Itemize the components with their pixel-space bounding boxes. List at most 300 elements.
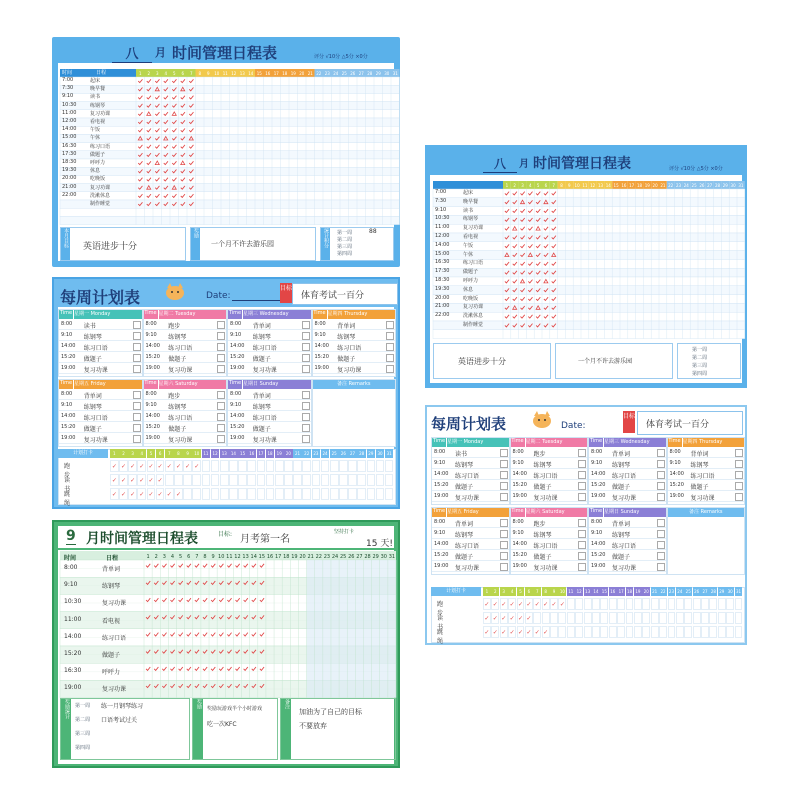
day-number-label: 5	[172, 71, 176, 76]
habit-day-number: 5	[517, 587, 525, 596]
slot-checkbox	[500, 541, 508, 549]
slot-divider	[228, 443, 311, 444]
habit-cell	[634, 598, 642, 610]
slot-divider	[228, 351, 311, 352]
slot-time: 9:10	[434, 460, 446, 466]
habit-cell	[376, 488, 385, 500]
slot-checkbox	[578, 471, 586, 479]
row-item: 午休	[463, 251, 474, 258]
day-number-label: 19	[290, 71, 296, 76]
day-number-label: 10	[214, 71, 220, 76]
habit-day-number: 10	[194, 451, 200, 456]
habit-cell	[202, 474, 211, 486]
slot-checkbox	[302, 332, 310, 340]
stats-box	[60, 698, 190, 760]
slot-time: 15:20	[61, 424, 76, 430]
slot-time: 8:00	[145, 391, 157, 397]
day-number-label: 22	[668, 183, 674, 188]
slot-task: 复习功课	[337, 367, 362, 374]
day-number-label: 26	[699, 183, 705, 188]
day-number-label: 16	[266, 554, 274, 560]
slot-time: 19:00	[591, 493, 606, 499]
habit-cell	[584, 598, 592, 610]
row-item: 看电视	[90, 119, 106, 125]
habit-cell	[229, 460, 238, 472]
habit-name: 读书	[437, 615, 444, 631]
habit-day-number: 15	[601, 589, 607, 594]
row-item: 做题子	[90, 151, 106, 158]
habit-cell	[567, 626, 575, 638]
habit-cell: ✓	[491, 612, 499, 624]
slot-divider	[144, 399, 227, 400]
stats-box	[677, 343, 741, 379]
slot-divider	[668, 479, 745, 480]
slot-divider	[432, 479, 509, 480]
week-1-label: 第一周	[692, 347, 708, 353]
slot-checkbox	[657, 541, 665, 549]
habit-day-number: 28	[710, 589, 716, 594]
day-number-label: 1	[138, 71, 142, 76]
habit-day-number: 1	[483, 587, 491, 596]
day-number-label: 24	[333, 71, 339, 76]
slot-task: 背单词	[690, 451, 709, 458]
day-header: 星期四 Thursday	[328, 310, 396, 319]
habit-cell: ✓	[147, 474, 156, 486]
habit-name: 跳绳	[64, 491, 71, 507]
habit-cell	[247, 460, 256, 472]
row-item: 看电视	[102, 617, 121, 625]
slot-task: 复习功课	[83, 437, 108, 444]
slot-checkbox	[578, 482, 586, 490]
habit-cell	[321, 460, 330, 472]
habit-cell	[626, 598, 634, 610]
slot-divider	[589, 538, 666, 539]
habit-cell	[684, 612, 692, 624]
row-time: 21:00	[435, 303, 450, 310]
habit-cell	[293, 488, 302, 500]
weekly-plan-card	[52, 277, 400, 509]
row-time: 12:00	[62, 118, 77, 124]
week-2-label: 第二周	[337, 237, 353, 243]
day-header: 星期四 Thursday	[683, 438, 745, 447]
slot-time: 8:00	[230, 321, 242, 327]
slot-checkbox	[578, 493, 586, 501]
habit-cell: ✓	[525, 626, 533, 638]
day-number-label: 9	[211, 554, 215, 560]
habit-day-number: 5	[147, 449, 156, 458]
habit-cell	[238, 488, 247, 500]
day-number-label: 30	[380, 554, 387, 560]
page-title: 月时间管理日程表	[86, 531, 198, 547]
reward-label: 奖励	[193, 699, 203, 759]
habit-cell	[726, 598, 734, 610]
habit-cell: ✓	[128, 460, 137, 472]
slot-checkbox	[657, 563, 665, 571]
week-1-score: 88	[369, 228, 377, 235]
slot-divider	[144, 443, 227, 444]
slot-checkbox	[500, 563, 508, 571]
habit-cell	[600, 598, 608, 610]
habit-cell	[312, 488, 321, 500]
slot-task: 练钢琴	[252, 404, 271, 411]
habit-day-number: 4	[508, 587, 516, 596]
day-header: 星期六 Saturday	[526, 508, 588, 517]
slot-checkbox	[578, 541, 586, 549]
slot-task: 背单词	[337, 323, 356, 330]
habit-cell: ✓	[508, 626, 516, 638]
row-time: 15:20	[64, 650, 82, 657]
slot-divider	[59, 362, 142, 363]
day-number-label: 25	[339, 554, 347, 560]
slot-checkbox	[657, 471, 665, 479]
habit-cell	[257, 460, 266, 472]
remarks-text-1: 加油为了自己的目标	[299, 708, 362, 716]
remarks-box	[280, 698, 396, 760]
slot-task: 做题子	[337, 356, 356, 363]
habit-day-number: 24	[677, 589, 683, 594]
day-number-label: 27	[356, 554, 363, 560]
habit-cell: ✓	[156, 488, 165, 500]
day-number-label: 17	[629, 183, 635, 188]
habit-cell	[312, 474, 321, 486]
slot-time: 9:10	[145, 332, 157, 338]
row-time: 14:00	[64, 632, 82, 640]
slot-task: 读书	[454, 451, 467, 458]
habit-cell	[357, 474, 366, 486]
row-item: 午休	[90, 135, 101, 142]
slot-divider	[313, 362, 396, 363]
slot-time: 19:00	[512, 563, 527, 569]
day-number-label: 29	[722, 183, 728, 188]
day-number-label: 18	[282, 71, 288, 76]
habit-cell: ✓	[533, 626, 541, 638]
reward-text-1: 奖励玩游戏半个小时游戏	[207, 706, 263, 712]
slot-task: 练习口语	[611, 543, 636, 550]
habit-cell	[659, 598, 667, 610]
slot-divider	[432, 560, 509, 561]
slot-checkbox	[302, 424, 310, 432]
slot-checkbox	[133, 365, 141, 373]
day-header: 星期五 Friday	[74, 380, 142, 389]
slot-divider	[59, 351, 142, 352]
day-number-label: 12	[234, 554, 241, 560]
habit-cell	[211, 474, 220, 486]
slot-task: 做题子	[454, 484, 473, 491]
day-number-label: 31	[388, 554, 396, 560]
day-number-label: 14	[605, 183, 611, 188]
month-suffix: 月	[519, 159, 529, 170]
day-number-label: 21	[307, 554, 314, 560]
day-number-label: 17	[274, 554, 282, 560]
habit-cell	[339, 474, 348, 486]
habit-day-number: 6	[156, 449, 165, 458]
day-panel	[510, 507, 589, 575]
habit-cell	[302, 460, 311, 472]
habit-cell	[247, 474, 256, 486]
habit-cell	[376, 474, 385, 486]
time-header: Time	[668, 438, 682, 447]
row-item: 复习功课	[102, 686, 127, 694]
slot-task: 复习功课	[168, 437, 193, 444]
habit-cell: ✓	[525, 612, 533, 624]
slot-divider	[432, 571, 509, 572]
habit-cell	[592, 598, 600, 610]
slot-task: 做题子	[533, 554, 552, 561]
slot-divider	[511, 468, 588, 469]
slot-time: 9:10	[512, 530, 524, 536]
col-time-header: 时间	[62, 70, 73, 76]
habit-cell	[609, 598, 617, 610]
day-panel	[312, 309, 397, 377]
row-item: 呼呼力	[463, 278, 479, 284]
day-number-label: 24	[683, 183, 689, 188]
habit-cell: ✓	[491, 598, 499, 610]
habit-cell	[330, 460, 339, 472]
habit-cell	[302, 488, 311, 500]
day-number-label: 27	[707, 183, 713, 188]
slot-time: 9:10	[434, 530, 446, 536]
row-item: 复习功课	[102, 600, 127, 608]
habit-cell: ✓	[483, 626, 491, 638]
slot-divider	[144, 373, 227, 374]
habit-cell	[220, 488, 229, 500]
day-panel	[431, 507, 510, 575]
row-time: 16:30	[62, 142, 77, 149]
habit-cell	[676, 612, 684, 624]
slot-divider	[668, 457, 745, 458]
slot-checkbox	[657, 460, 665, 468]
slot-checkbox	[657, 552, 665, 560]
slot-checkbox	[302, 321, 310, 329]
habit-cell	[735, 626, 743, 638]
slot-divider	[511, 549, 588, 550]
slot-divider	[144, 421, 227, 422]
habit-day-number: 22	[304, 451, 310, 456]
habit-cell: ✓	[156, 460, 165, 472]
habit-cell: ✓	[517, 598, 525, 610]
habit-cell	[693, 626, 701, 638]
slot-task: 练习口语	[690, 473, 715, 480]
habit-cell	[584, 626, 592, 638]
day-number-label: 22	[316, 71, 322, 76]
row-time: 11:00	[435, 224, 450, 231]
slot-divider	[228, 399, 311, 400]
slot-checkbox	[386, 343, 394, 351]
day-number-label: 13	[597, 183, 604, 188]
habit-day-number: 31	[736, 589, 742, 594]
slot-checkbox	[500, 482, 508, 490]
slot-checkbox	[578, 552, 586, 560]
habit-cell	[293, 460, 302, 472]
habit-name: 读书	[64, 477, 71, 493]
day-number-label: 15	[256, 71, 262, 76]
monthly-schedule-card-green	[52, 520, 400, 768]
day-number-label: 28	[364, 554, 371, 560]
goal-tag: 目标	[280, 283, 292, 303]
date-label: Date:	[206, 291, 231, 301]
row-time: 21:00	[62, 183, 77, 190]
slot-checkbox	[500, 460, 508, 468]
slot-divider	[432, 468, 509, 469]
day-number-label: 23	[324, 71, 330, 76]
slot-task: 复习功课	[168, 367, 193, 374]
day-panel	[227, 379, 312, 447]
row-item: 洗漱休息	[90, 192, 111, 199]
day-number-label: 4	[164, 71, 168, 76]
habit-cell	[385, 460, 394, 472]
day-number-label: 25	[341, 71, 347, 76]
slot-divider	[144, 432, 227, 433]
slot-time: 8:00	[61, 391, 73, 397]
week-3-label: 第三周	[75, 731, 91, 737]
slot-time: 9:10	[669, 460, 681, 466]
slot-time: 14:00	[512, 471, 527, 477]
habit-cell	[693, 612, 701, 624]
habit-cell: ✓	[119, 460, 128, 472]
habit-cell	[584, 612, 592, 624]
habit-cell	[626, 626, 634, 638]
slot-checkbox	[500, 530, 508, 538]
habit-cell: ✓	[110, 460, 119, 472]
slot-task: 练习口语	[454, 473, 479, 480]
slot-time: 15:20	[434, 482, 449, 488]
week-2-label: 第二周	[75, 717, 91, 723]
slot-divider	[668, 490, 745, 491]
day-number-label: 10	[574, 183, 580, 188]
slot-divider	[59, 329, 142, 330]
slot-task: 练习口语	[252, 345, 277, 352]
day-panel	[58, 309, 143, 377]
slot-task: 练钢琴	[454, 462, 473, 469]
slot-task: 练钢琴	[611, 532, 630, 539]
habit-cell	[330, 474, 339, 486]
slot-divider	[511, 571, 588, 572]
slot-time: 15:20	[512, 552, 527, 558]
slot-time: 9:10	[230, 332, 242, 338]
row-time: 17:30	[435, 268, 450, 275]
goal-field	[637, 411, 743, 435]
slot-task: 做题子	[83, 426, 102, 433]
header-bar	[433, 181, 503, 189]
goal-text: 英语进步十分	[83, 242, 138, 252]
habit-day-number: 11	[203, 451, 209, 456]
slot-divider	[589, 457, 666, 458]
day-panel	[667, 437, 746, 505]
row-item: 晚早餐	[90, 86, 106, 93]
habit-day-number: 26	[340, 451, 346, 456]
slot-checkbox	[133, 321, 141, 329]
habit-cell	[376, 460, 385, 472]
slot-task: 做题子	[611, 554, 630, 561]
habit-cell	[642, 612, 650, 624]
slot-divider	[144, 362, 227, 363]
slot-time: 8:00	[434, 449, 446, 455]
monthly-schedule-card-blue-small	[425, 145, 747, 388]
habit-cell: ✓	[137, 460, 146, 472]
slot-task: 复习功课	[454, 565, 479, 572]
slot-divider	[432, 538, 509, 539]
habit-cell: ✓	[174, 460, 183, 472]
slot-time: 8:00	[145, 321, 157, 327]
slot-task: 跑步	[533, 451, 546, 458]
slot-time: 15:20	[669, 482, 684, 488]
habit-cell	[266, 488, 275, 500]
time-header: Time	[313, 310, 327, 319]
habit-cell	[575, 626, 583, 638]
slot-checkbox	[386, 354, 394, 362]
slot-time: 14:00	[230, 343, 245, 349]
slot-checkbox	[578, 460, 586, 468]
slot-task: 做题子	[690, 484, 709, 491]
page-title: 每周计划表	[431, 415, 507, 433]
reward-box	[192, 698, 278, 760]
row-time: 19:30	[62, 167, 77, 174]
habit-day-number: 9	[183, 449, 192, 458]
day-number-label: 9	[568, 183, 571, 188]
time-header: Time	[144, 380, 158, 389]
month-blank: 八	[483, 155, 517, 173]
day-number-label: 24	[331, 554, 339, 560]
habit-cell	[275, 460, 284, 472]
time-header: Time	[59, 380, 73, 389]
habit-cell	[348, 488, 357, 500]
habit-day-number: 13	[585, 589, 591, 594]
habit-cell	[634, 626, 642, 638]
habit-day-number: 14	[230, 451, 236, 456]
slot-divider	[228, 410, 311, 411]
slot-time: 19:00	[512, 493, 527, 499]
habit-cell	[709, 626, 717, 638]
day-number-label: 2	[513, 183, 516, 188]
row-item: 看电视	[463, 234, 479, 240]
day-number-label: 3	[155, 71, 159, 76]
slot-checkbox	[657, 449, 665, 457]
row-time: 12:00	[435, 233, 450, 239]
week-4-label: 第四周	[692, 371, 708, 377]
slot-task: 读书	[83, 323, 96, 330]
slot-time: 15:20	[230, 424, 245, 430]
row-time: 10:30	[435, 215, 450, 222]
week-4-label: 第四周	[75, 745, 91, 751]
slot-time: 15:20	[145, 354, 160, 360]
habit-cell	[726, 612, 734, 624]
habit-cell	[558, 612, 566, 624]
day-number-label: 17	[273, 71, 279, 76]
habit-cell	[693, 598, 701, 610]
day-number-label: 13	[239, 71, 245, 76]
habit-cell	[684, 598, 692, 610]
day-panel	[143, 379, 228, 447]
reward-text-2: 吃一次KFC	[207, 721, 237, 728]
habit-day-number: 30	[727, 589, 733, 594]
slot-checkbox	[133, 391, 141, 399]
habit-cell	[668, 598, 676, 610]
slot-time: 14:00	[434, 541, 449, 547]
row-time: 18:30	[62, 159, 77, 165]
slot-task: 练钢琴	[83, 404, 102, 411]
reward-text: 一个月不许去游乐园	[578, 358, 633, 365]
habit-cell	[321, 474, 330, 486]
slot-divider	[228, 421, 311, 422]
habit-day-number: 3	[500, 587, 508, 596]
day-number-label: 20	[652, 183, 658, 188]
habit-cell: ✓	[517, 612, 525, 624]
slot-time: 8:00	[512, 449, 524, 455]
habit-cell	[266, 460, 275, 472]
slot-time: 14:00	[145, 413, 160, 419]
row-time: 15:00	[62, 134, 77, 141]
slot-checkbox	[657, 493, 665, 501]
